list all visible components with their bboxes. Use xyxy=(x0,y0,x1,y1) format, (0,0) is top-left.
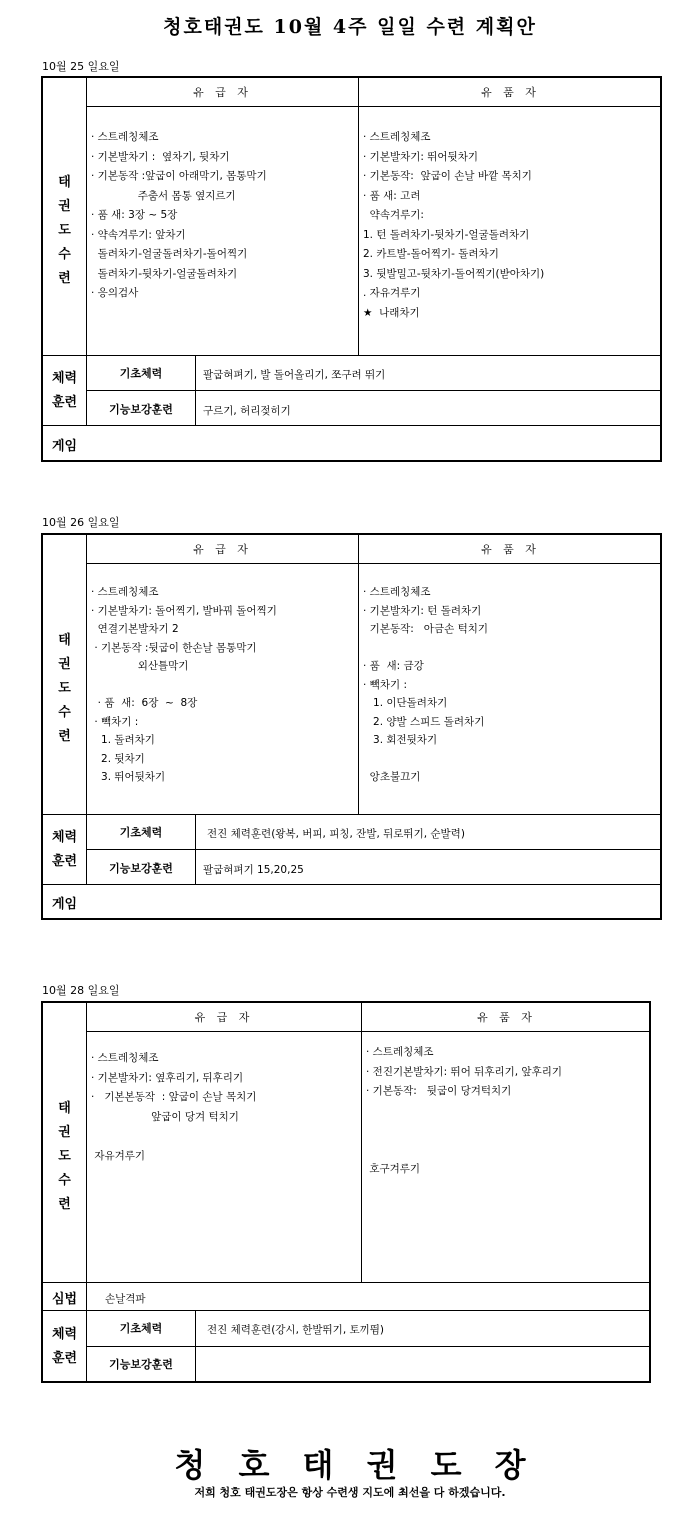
date-label: 10월 26 일요일 xyxy=(42,516,120,529)
grade-header-dan: 유 품 자 xyxy=(481,543,540,556)
kup-curriculum: · 스트레칭체조 · 기본발차기: 옆후리기, 뒤후리기 · 기본본동작 : 앞굽이 손날 목치기 앞굽이 당겨 턱치기 자유겨루기 xyxy=(91,1052,257,1162)
dan-curriculum: · 스트레칭체조 · 기본발차기: 턴 돌려차기 기본동작: 아금손 턱치기 · 품 새: 금강 · 빽차기 : 1. 이단돌려차기 2. 양발 스피드 돌려차기 3. 회전뒷차기 앙초불끄기 xyxy=(363,586,488,783)
basic-fitness-content: 팔굽혀펴기, 발 돌어올리기, 쪼구려 뛰기 xyxy=(203,369,386,381)
taekwondo-training-label: 태 권 도 수 련 xyxy=(58,633,71,744)
date-label: 10월 28 일요일 xyxy=(42,984,120,997)
basic-fitness-content: 전진 체력훈련(강시, 한발뛰기, 토끼뜀) xyxy=(207,1324,385,1336)
function-training-label: 기능보강훈련 xyxy=(109,1358,173,1371)
dan-curriculum: · 스트레칭체조 · 기본발차기: 뛰어뒷차기 · 기본동작: 앞굽이 손날 바깥 목치기 · 품 새: 고려 약속겨루기: 1. 턴 돌려차기-뒷차기-얼굴돌려차기 2. 카트발-돌어찍기- 돌려차기 3. 뒷발밀고-뒷차기-돌어찍기(받아차기) . 자유겨루기 ★ 나래차기 xyxy=(363,131,545,319)
plan-table xyxy=(41,1001,651,1383)
function-training-label: 기능보강훈련 xyxy=(109,403,173,416)
kup-curriculum: · 스트레칭체조 · 기본발차기 : 옆차기, 뒷차기 · 기본동작 :앞굽이 아래막기, 몸통막기 주춤서 몸통 옆지르기 · 품 새: 3장 ~ 5장 · 약속겨루기: 앞차기 돌려차기-얼굴돌려차기-돌어찍기 돌려차기-뒷차기-얼굴돌려차기 · 응의검사 xyxy=(91,131,267,299)
grade-header-dan: 유 품 자 xyxy=(477,1011,536,1024)
plan-table xyxy=(41,76,662,462)
basic-fitness-label: 기초체력 xyxy=(119,367,163,380)
grade-header-kup: 유 급 자 xyxy=(193,86,252,99)
fitness-training-label: 체력 훈련 xyxy=(51,1327,78,1366)
fitness-training-label: 체력 훈련 xyxy=(51,829,78,869)
exam-label: 심법 xyxy=(51,1292,78,1307)
fitness-training-label: 체력 훈련 xyxy=(51,370,78,410)
basic-fitness-label: 기초체력 xyxy=(119,826,163,839)
function-training-content: 팔굽혀펴기 15,20,25 xyxy=(203,864,304,876)
function-training-label: 기능보강훈련 xyxy=(109,862,173,875)
dan-curriculum: · 스트레칭체조 · 전진기본발차기: 뛰어 뒤후리기, 앞후리기 · 기본동작: 뒷굽이 당겨턱치기 호구겨루기 xyxy=(366,1046,562,1175)
game-label: 게임 xyxy=(51,897,78,912)
basic-fitness-content: 전진 체력훈련(왕복, 버피, 피칭, 잔발, 뒤로뛰기, 순발력) xyxy=(207,828,465,840)
footer-slogan: 저희 청호 태권도장은 항상 수련생 지도에 최선을 다 하겠습니다. xyxy=(194,1486,506,1499)
exam-content: 손날격파 xyxy=(105,1293,146,1305)
date-label: 10월 25 일요일 xyxy=(42,60,120,73)
function-training-content: 구르기, 허리젖히기 xyxy=(203,405,291,417)
grade-header-dan: 유 품 자 xyxy=(481,86,540,99)
taekwondo-training-label: 태 권 도 수 련 xyxy=(58,1101,71,1212)
grade-header-kup: 유 급 자 xyxy=(194,1011,254,1024)
plan-table xyxy=(41,533,662,920)
page-title: 청호태권도 10월 4주 일일 수련 계획안 xyxy=(163,16,537,38)
taekwondo-training-label: 태 권 도 수 련 xyxy=(58,175,71,286)
grade-header-kup: 유 급 자 xyxy=(193,543,252,556)
kup-curriculum: · 스트레칭체조 · 기본발차기: 돌어찍기, 발바꿔 돌어찍기 연결기본발차기 2 · 기본동작 :뒷굽이 한손날 몸통막기 외산틀막기 · 품 새: 6장 ~ 8장 · 빽차기 : 1. 돌려차기 2. 뒷차기 3. 뛰어뒷차기 xyxy=(91,586,277,783)
game-label: 게임 xyxy=(51,439,78,454)
basic-fitness-label: 기초체력 xyxy=(119,1322,163,1335)
school-name: 청 호 태 권 도 장 xyxy=(174,1446,526,1484)
